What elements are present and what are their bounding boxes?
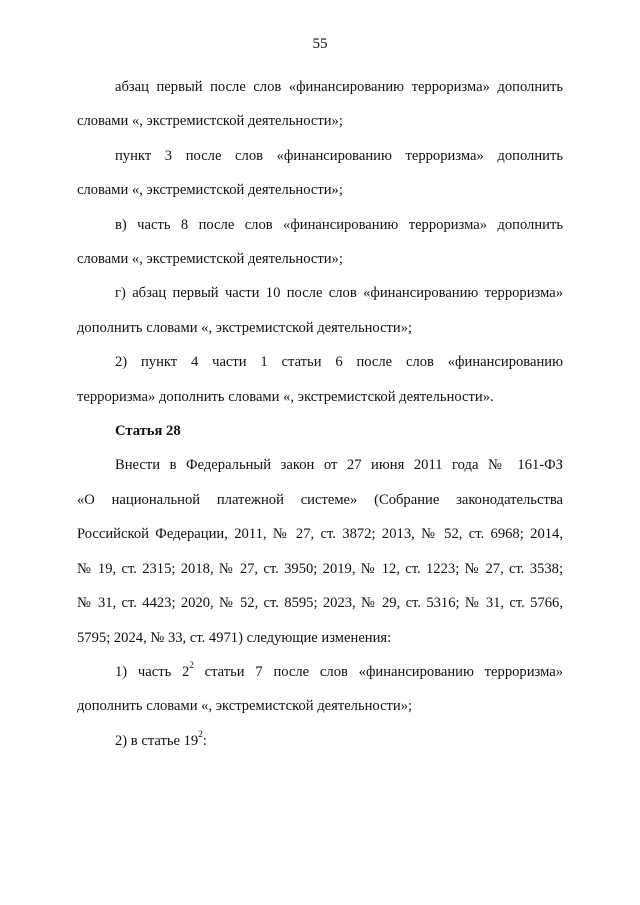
text-line: дополнить словами «, экстремистской деятельности»; bbox=[77, 319, 413, 336]
text-line: дополнить словами «, экстремистской деятельности»; bbox=[77, 698, 413, 715]
paragraph-statya-19-2 bbox=[77, 724, 563, 758]
text-line: № 19, ст. 2315; 2018, № 27, ст. 3950; 2019, № 12, ст. 1223; № 27, ст. 3538; bbox=[77, 560, 563, 577]
text-segment: 2) в статье 19 bbox=[115, 732, 199, 749]
paragraph-punkt-3 bbox=[77, 139, 563, 208]
paragraph-punkt-4-statya-6 bbox=[77, 345, 563, 414]
paragraph-chast-2-2 bbox=[77, 655, 563, 724]
text-line: словами «, экстремистской деятельности»; bbox=[77, 113, 343, 130]
text-segment: статьи 7 после слов «финансированию терроризма» bbox=[193, 663, 563, 680]
paragraph-amend-law bbox=[77, 448, 563, 654]
document-body bbox=[77, 70, 563, 758]
text-line: абзац первый после слов «финансированию терроризма» дополнить bbox=[115, 79, 563, 95]
text-segment: 1) часть 2 bbox=[115, 663, 190, 680]
superscript: 2 bbox=[189, 660, 194, 671]
text-line: словами «, экстремистской деятельности»; bbox=[77, 182, 343, 199]
paragraph-chast-8 bbox=[77, 208, 563, 277]
text-line: Российской Федерации, 2011, № 27, ст. 3872; 2013, № 52, ст. 6968; 2014, bbox=[77, 526, 563, 543]
text-line bbox=[77, 724, 563, 758]
text-line: терроризма» дополнить словами «, экстремистской деятельности». bbox=[77, 388, 494, 405]
text-line bbox=[77, 655, 563, 689]
text-line: Внести в Федеральный закон от 27 июня 2011 года № 161-ФЗ bbox=[115, 457, 563, 474]
page-number: 55 bbox=[312, 36, 328, 52]
text-line: г) абзац первый части 10 после слов «финансированию терроризма» bbox=[115, 285, 563, 302]
superscript: 2 bbox=[198, 728, 203, 739]
text-line: № 31, ст. 4423; 2020, № 52, ст. 8595; 2023, № 29, ст. 5316; № 31, ст. 5766, bbox=[77, 595, 563, 612]
text-line: словами «, экстремистской деятельности»; bbox=[77, 251, 343, 268]
paragraph-abzac-first bbox=[77, 70, 563, 139]
text-line: «О национальной платежной системе» (Собрание законодательства bbox=[77, 491, 563, 508]
text-segment: : bbox=[202, 732, 207, 749]
text-line: в) часть 8 после слов «финансированию терроризма» дополнить bbox=[115, 216, 563, 233]
text-line: пункт 3 после слов «финансированию терроризма» дополнить bbox=[115, 147, 563, 164]
text-line: 5795; 2024, № 33, ст. 4971) следующие изменения: bbox=[77, 629, 392, 646]
paragraph-chast-10 bbox=[77, 276, 563, 345]
article-heading: Статья 28 bbox=[115, 423, 181, 440]
text-line: 2) пункт 4 части 1 статьи 6 после слов «финансированию bbox=[115, 354, 563, 371]
